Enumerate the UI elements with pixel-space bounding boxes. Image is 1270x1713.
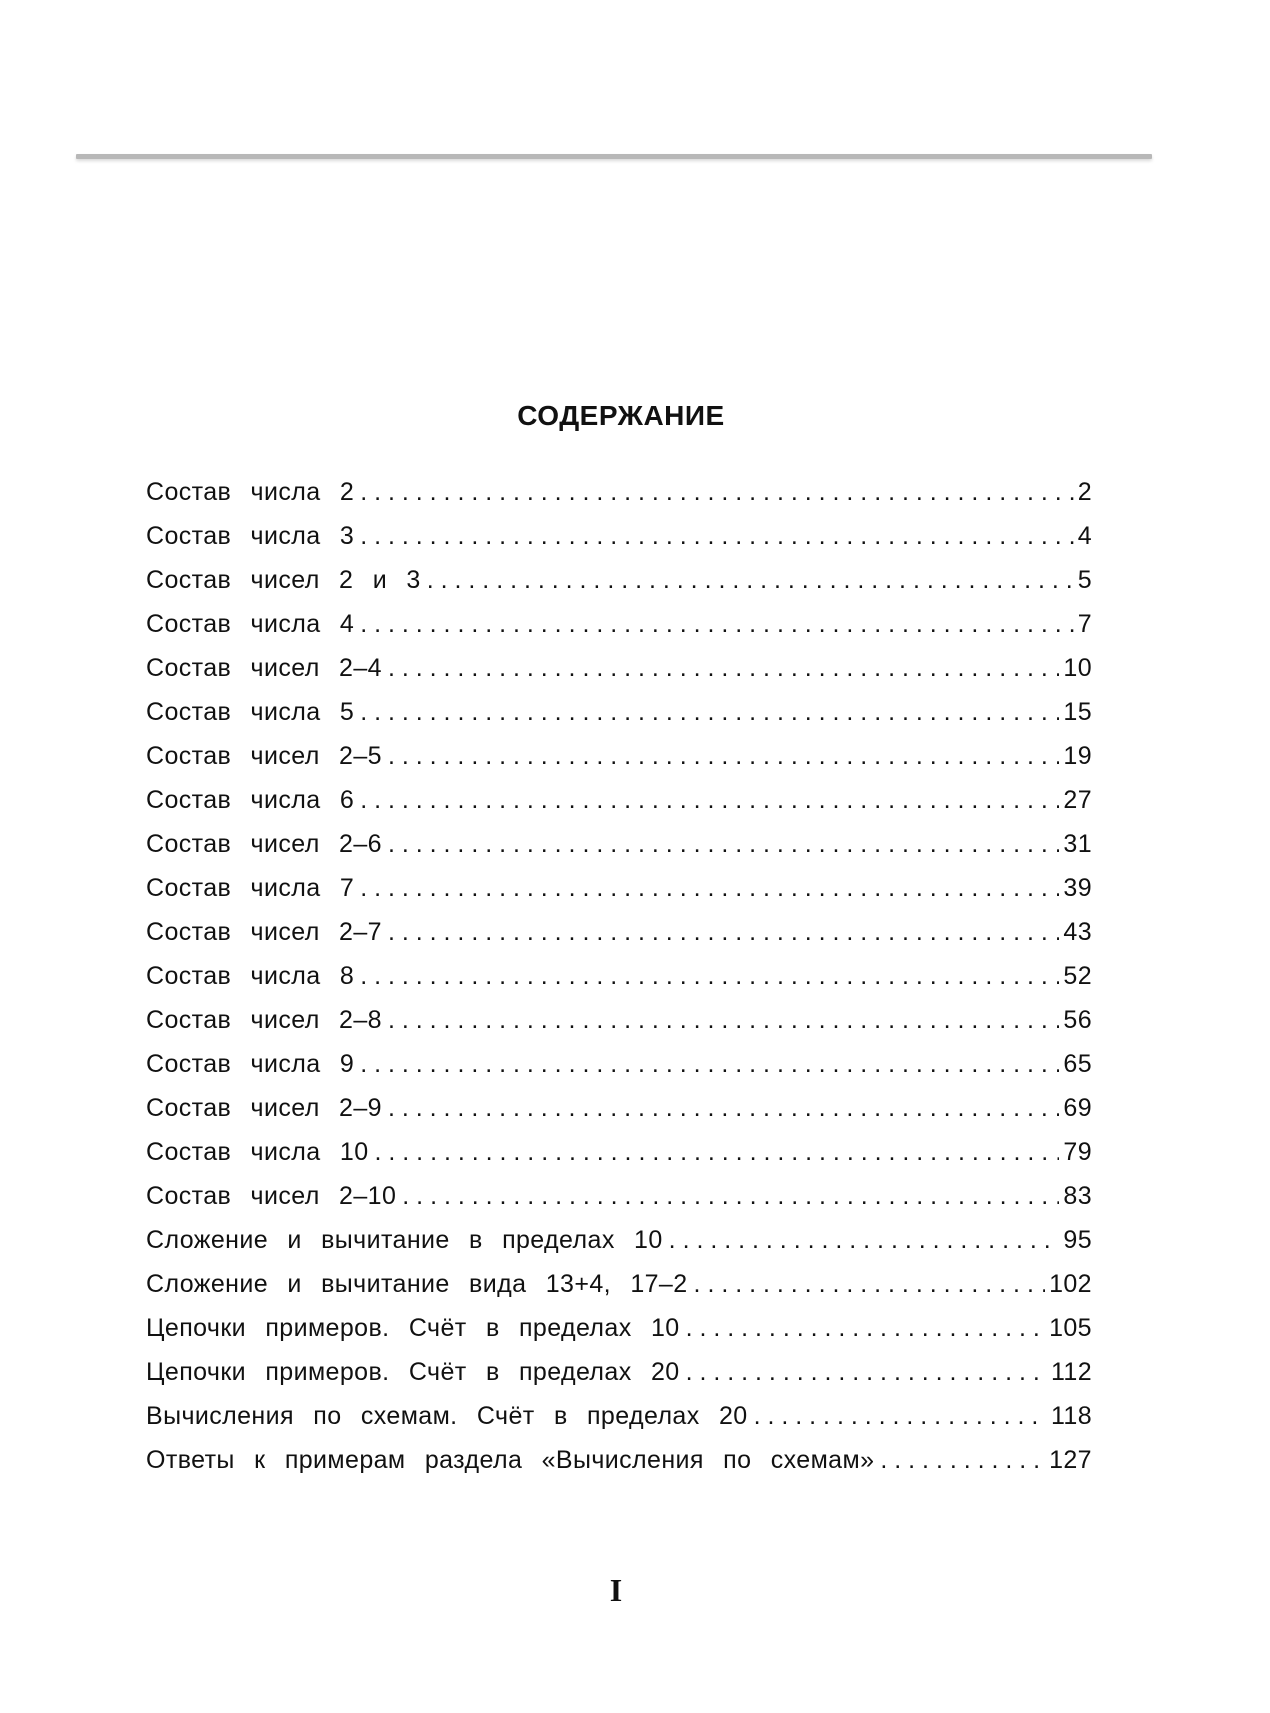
toc-entry-page: 83 bbox=[1063, 1182, 1092, 1210]
toc-entry-title: Вычисления по схемам. Счёт в пределах 20 bbox=[146, 1402, 748, 1430]
toc-entry-title: Состав числа 10 bbox=[146, 1138, 369, 1166]
toc-entry[interactable] bbox=[146, 998, 1092, 1042]
toc-entry-page: 43 bbox=[1063, 918, 1092, 946]
toc-entry-page: 5 bbox=[1077, 566, 1092, 594]
toc-entry[interactable] bbox=[146, 1042, 1092, 1086]
toc-entry-title: Состав чисел 2–10 bbox=[146, 1182, 397, 1210]
dot-leader bbox=[388, 646, 1059, 690]
toc-entry-page: 10 bbox=[1063, 654, 1092, 682]
toc-entry[interactable] bbox=[146, 1350, 1092, 1394]
dot-leader bbox=[686, 1306, 1046, 1350]
toc-entry-page: 65 bbox=[1063, 1050, 1092, 1078]
toc-entry[interactable] bbox=[146, 514, 1092, 558]
toc-entry-page: 112 bbox=[1050, 1358, 1092, 1386]
dot-leader bbox=[686, 1350, 1047, 1394]
toc-entry-title: Состав чисел 2–6 bbox=[146, 830, 382, 858]
dot-leader bbox=[360, 602, 1073, 646]
toc-entry[interactable] bbox=[146, 690, 1092, 734]
dot-leader bbox=[375, 1130, 1060, 1174]
dot-leader bbox=[360, 866, 1059, 910]
toc-list bbox=[146, 470, 1092, 1482]
toc-entry[interactable] bbox=[146, 822, 1092, 866]
toc-entry-title: Состав числа 9 bbox=[146, 1050, 355, 1078]
dot-leader bbox=[360, 1042, 1059, 1086]
toc-entry-title: Состав чисел 2–7 bbox=[146, 918, 382, 946]
toc-entry-page: 31 bbox=[1063, 830, 1092, 858]
dot-leader bbox=[360, 470, 1073, 514]
toc-entry-page: 2 bbox=[1077, 478, 1092, 506]
toc-entry[interactable] bbox=[146, 778, 1092, 822]
page-number: I bbox=[609, 1572, 623, 1608]
toc-entry-title: Сложение и вычитание в пределах 10 bbox=[146, 1226, 663, 1254]
toc-entry-title: Состав числа 2 bbox=[146, 478, 355, 506]
toc-entry[interactable] bbox=[146, 954, 1092, 998]
toc-entry-page: 102 bbox=[1049, 1270, 1092, 1298]
toc-entry-title: Ответы к примерам раздела «Вычисления по схемам» bbox=[146, 1446, 875, 1474]
dot-leader bbox=[402, 1174, 1059, 1218]
toc-entry-page: 19 bbox=[1063, 742, 1092, 770]
toc-entry-title: Состав чисел 2–8 bbox=[146, 1006, 382, 1034]
dot-leader bbox=[360, 514, 1073, 558]
toc-entry-title: Состав числа 8 bbox=[146, 962, 355, 990]
toc-entry-page: 27 bbox=[1063, 786, 1092, 814]
toc-entry-title: Состав числа 4 bbox=[146, 610, 355, 638]
toc-entry[interactable] bbox=[146, 866, 1092, 910]
toc-entry-page: 56 bbox=[1063, 1006, 1092, 1034]
toc-entry[interactable] bbox=[146, 1438, 1092, 1482]
dot-leader bbox=[388, 1086, 1059, 1130]
toc-entry-title: Состав числа 7 bbox=[146, 874, 355, 902]
toc-entry-title: Состав чисел 2–9 bbox=[146, 1094, 382, 1122]
header-rule bbox=[76, 154, 1152, 159]
dot-leader bbox=[360, 954, 1059, 998]
toc-entry-page: 15 bbox=[1063, 698, 1092, 726]
toc-entry[interactable] bbox=[146, 1130, 1092, 1174]
dot-leader bbox=[360, 778, 1059, 822]
toc-entry-page: 127 bbox=[1049, 1446, 1092, 1474]
dot-leader bbox=[427, 558, 1074, 602]
dot-leader bbox=[388, 822, 1059, 866]
dot-leader bbox=[388, 734, 1059, 778]
toc-title: СОДЕРЖАНИЕ bbox=[517, 400, 725, 431]
dot-leader bbox=[694, 1262, 1046, 1306]
toc-entry-title: Состав чисел 2 и 3 bbox=[146, 566, 421, 594]
toc-entry-page: 79 bbox=[1063, 1138, 1092, 1166]
toc-entry-page: 105 bbox=[1049, 1314, 1092, 1342]
toc-entry-title: Цепочки примеров. Счёт в пределах 20 bbox=[146, 1358, 680, 1386]
toc-entry-title: Состав числа 6 bbox=[146, 786, 355, 814]
toc-entry[interactable] bbox=[146, 1394, 1092, 1438]
toc-entry-page: 95 bbox=[1063, 1226, 1092, 1254]
dot-leader bbox=[880, 1438, 1045, 1482]
toc-entry-title: Сложение и вычитание вида 13+4, 17–2 bbox=[146, 1270, 688, 1298]
toc-entry-title: Состав числа 3 bbox=[146, 522, 355, 550]
toc-entry-page: 39 bbox=[1063, 874, 1092, 902]
toc-entry[interactable] bbox=[146, 602, 1092, 646]
dot-leader bbox=[388, 910, 1059, 954]
toc-entry-title: Состав чисел 2–4 bbox=[146, 654, 382, 682]
toc-entry-title: Цепочки примеров. Счёт в пределах 10 bbox=[146, 1314, 680, 1342]
toc-entry[interactable] bbox=[146, 1306, 1092, 1350]
toc-entry-page: 118 bbox=[1050, 1402, 1092, 1430]
toc-entry-page: 69 bbox=[1063, 1094, 1092, 1122]
dot-leader bbox=[360, 690, 1059, 734]
toc-entry[interactable] bbox=[146, 1086, 1092, 1130]
toc-entry[interactable] bbox=[146, 470, 1092, 514]
toc-entry[interactable] bbox=[146, 1218, 1092, 1262]
dot-leader bbox=[388, 998, 1059, 1042]
toc-entry-title: Состав числа 5 bbox=[146, 698, 355, 726]
toc-entry[interactable] bbox=[146, 558, 1092, 602]
toc-entry-page: 4 bbox=[1077, 522, 1092, 550]
toc-entry[interactable] bbox=[146, 1262, 1092, 1306]
dot-leader bbox=[669, 1218, 1060, 1262]
toc-entry[interactable] bbox=[146, 734, 1092, 778]
toc-entry[interactable] bbox=[146, 910, 1092, 954]
toc-entry-page: 52 bbox=[1063, 962, 1092, 990]
toc-entry-title: Состав чисел 2–5 bbox=[146, 742, 382, 770]
toc-entry[interactable] bbox=[146, 1174, 1092, 1218]
toc-entry-page: 7 bbox=[1077, 610, 1092, 638]
toc-entry[interactable] bbox=[146, 646, 1092, 690]
dot-leader bbox=[754, 1394, 1047, 1438]
